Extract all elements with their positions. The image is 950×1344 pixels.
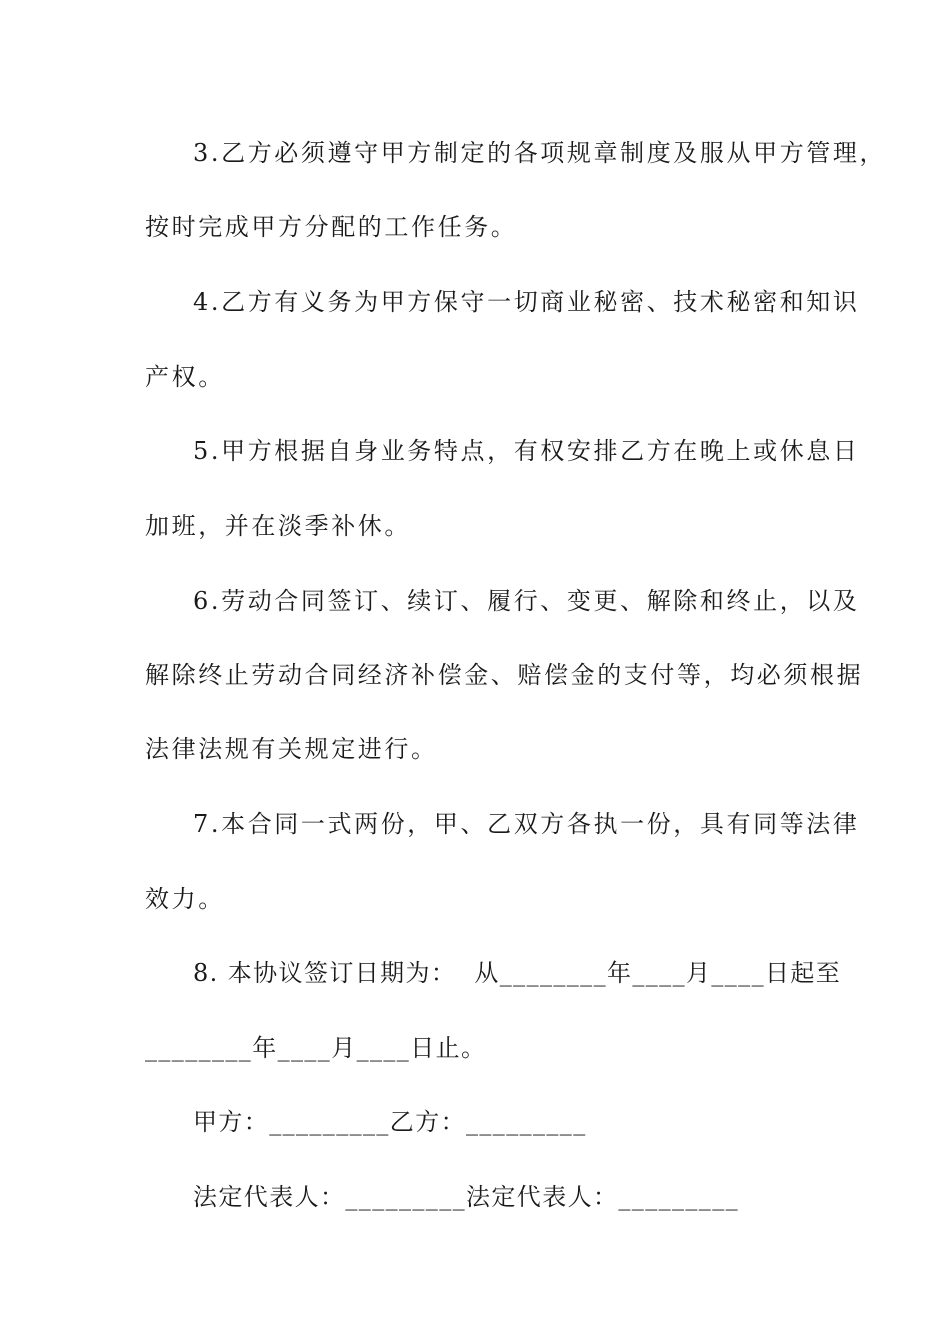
- clause-8-line-1: 8. 本协议签订日期为： 从________年____月____日起至: [193, 959, 842, 987]
- clause-4-line-2: 产权。: [145, 363, 225, 391]
- clause-6-line-2: 解除终止劳动合同经济补偿金、赔偿金的支付等，均必须根据: [145, 661, 864, 689]
- clause-4-line-1: 4.乙方有义务为甲方保守一切商业秘密、技术秘密和知识: [193, 288, 860, 316]
- clause-6-line-1: 6.劳动合同签订、续订、履行、变更、解除和终止，以及: [193, 587, 860, 615]
- clause-7-line-1: 7.本合同一式两份，甲、乙双方各执一份，具有同等法律: [193, 810, 860, 838]
- clause-5-line-2: 加班，并在淡季补休。: [145, 512, 411, 540]
- signature-representatives: 法定代表人：_________法定代表人：_________: [193, 1183, 739, 1211]
- clause-3-line-1: 3.乙方必须遵守甲方制定的各项规章制度及服从甲方管理，: [193, 139, 887, 167]
- clause-5-line-1: 5.甲方根据自身业务特点，有权安排乙方在晚上或休息日: [193, 437, 860, 465]
- signature-parties: 甲方：_________乙方：_________: [193, 1108, 587, 1136]
- clause-7-line-2: 效力。: [145, 885, 225, 913]
- clause-6-line-3: 法律法规有关规定进行。: [145, 735, 438, 763]
- clause-3-line-2: 按时完成甲方分配的工作任务。: [145, 213, 518, 241]
- clause-8-line-2: ________年____月____日止。: [145, 1034, 487, 1062]
